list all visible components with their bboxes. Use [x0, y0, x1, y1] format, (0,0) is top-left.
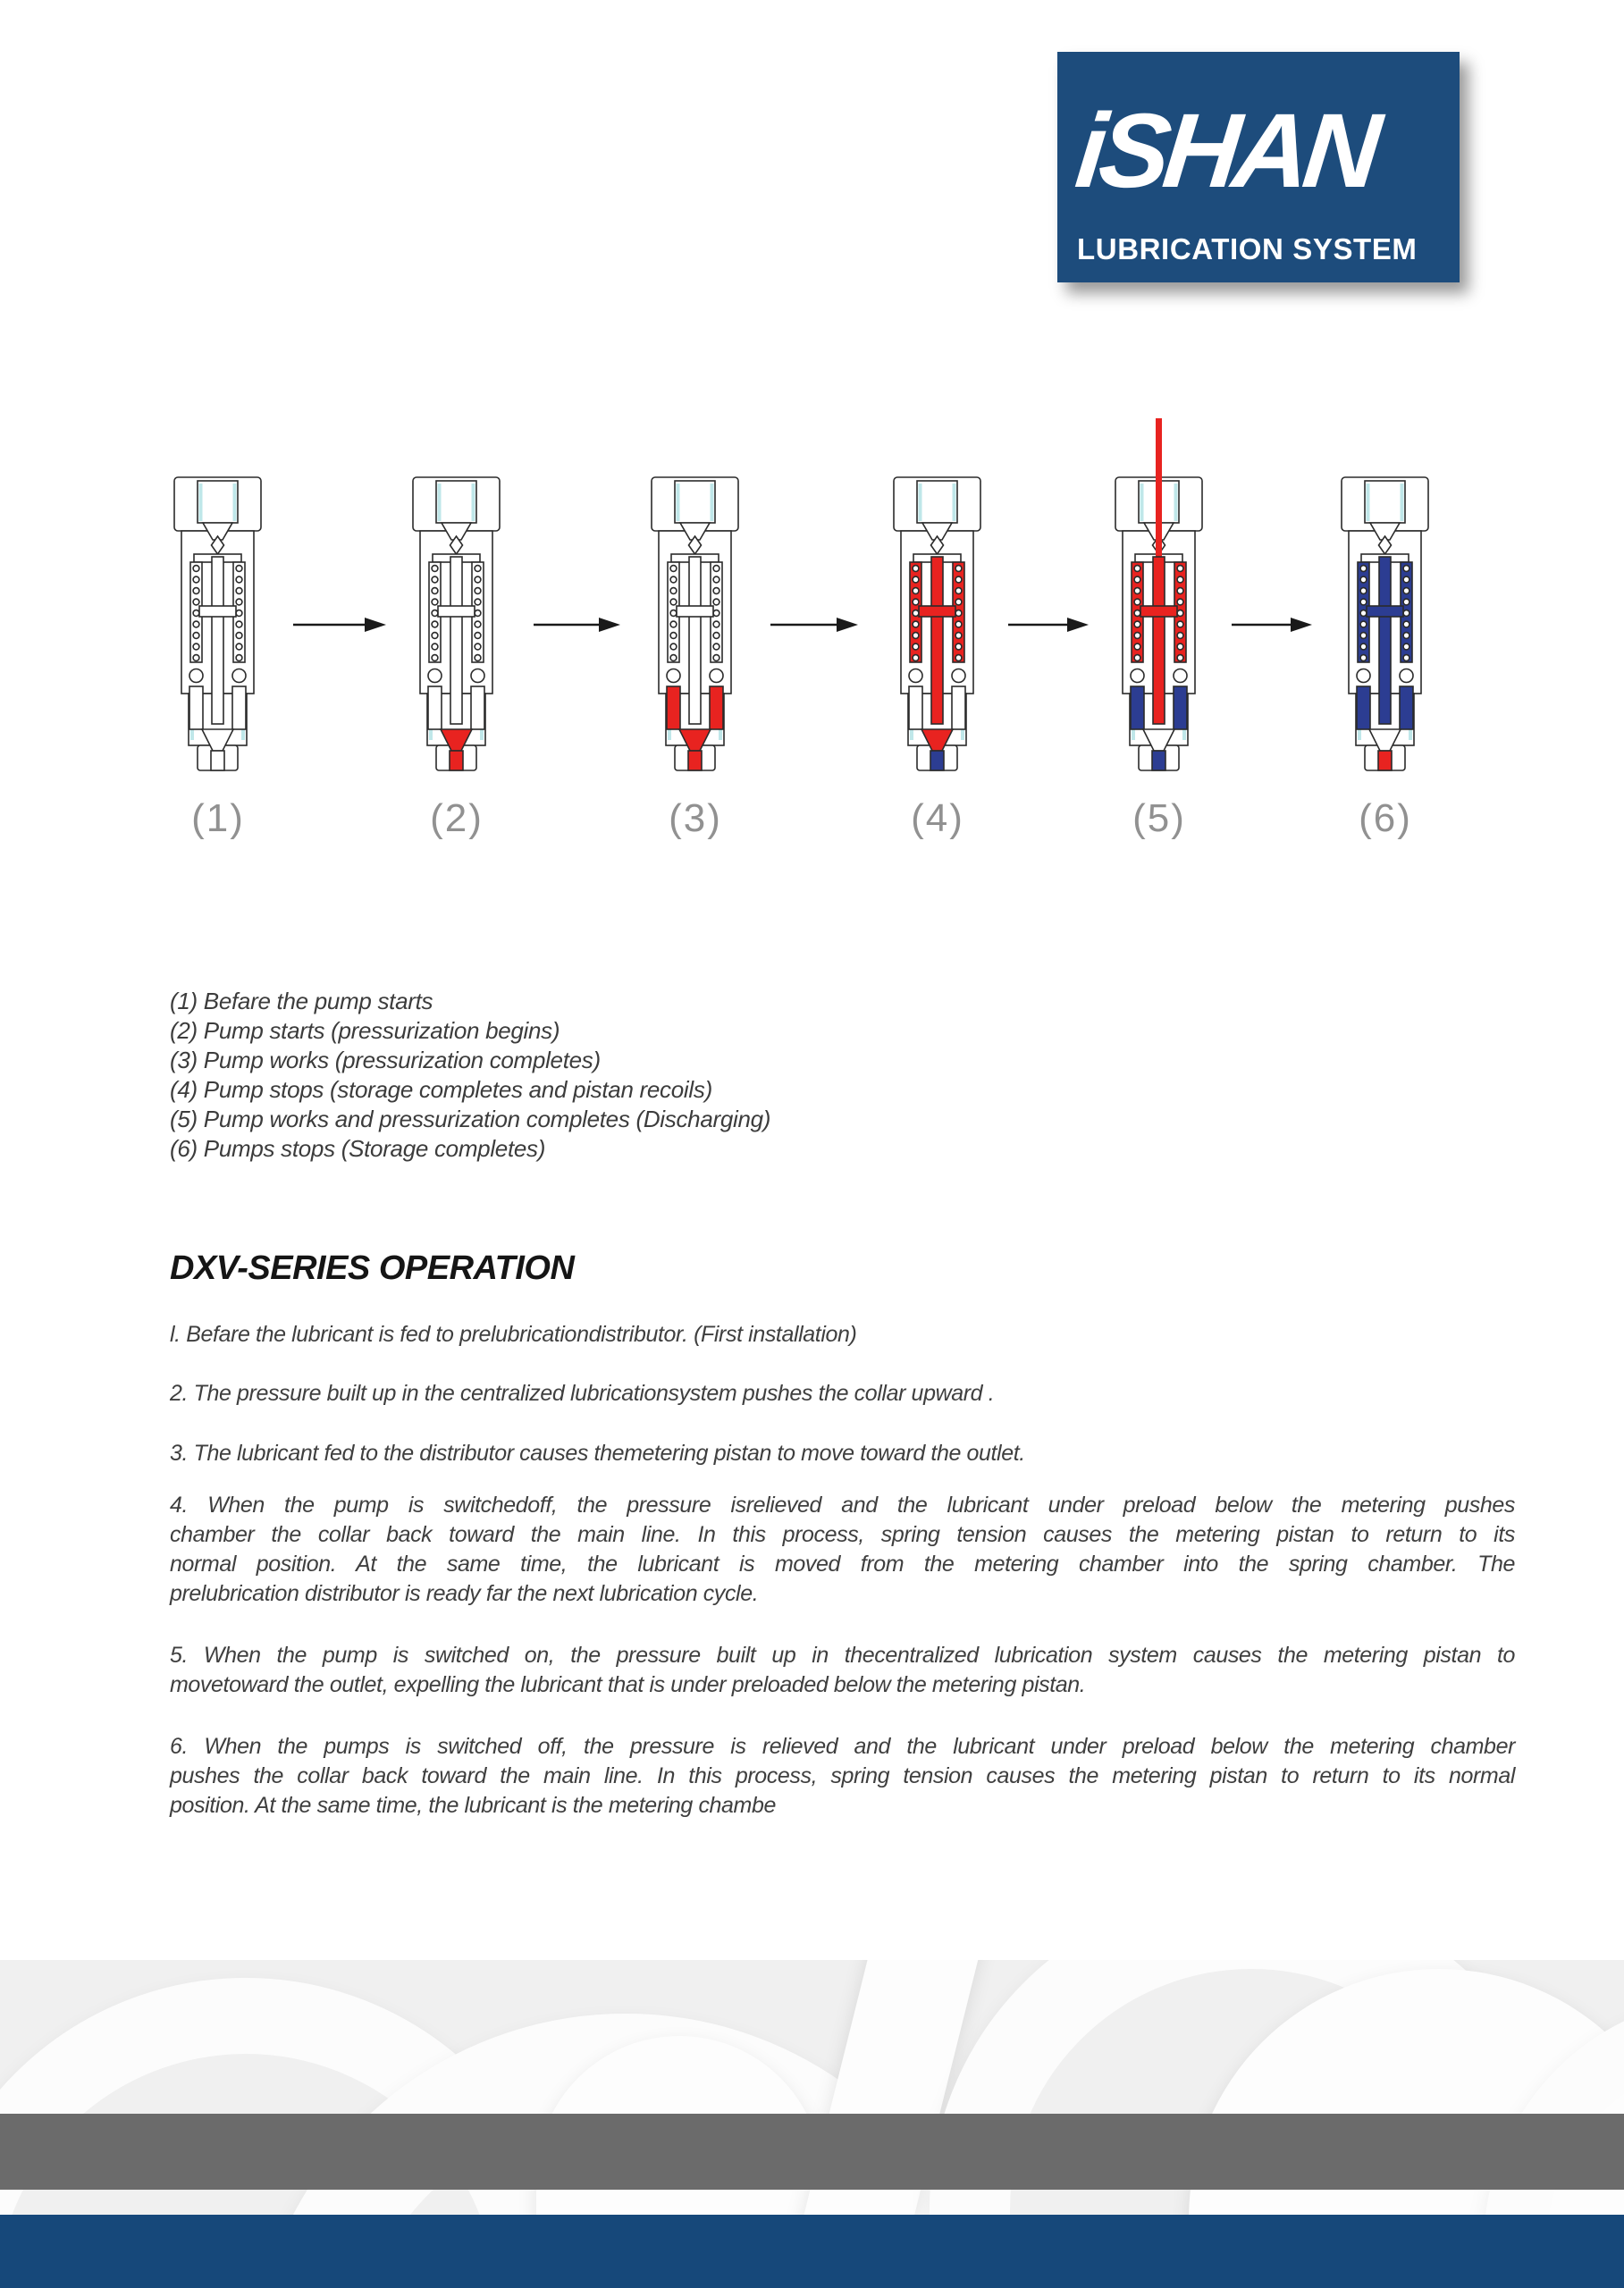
flow-arrow-5-icon [1232, 615, 1312, 635]
footer-gray-band [0, 2114, 1624, 2190]
stage-label-3: (3) [669, 796, 722, 840]
operation-paragraph-2 [170, 1379, 1515, 1409]
section-title: DXV-SERIES OPERATION [170, 1249, 575, 1287]
paragraph-4-line-4: prelubrication distributor is ready far the next lubrication cycle. [170, 1581, 759, 1606]
operation-paragraph-5 [170, 1641, 1515, 1700]
paragraph-3-line-1: 3. The lubricant fed to the distributor causes themetering pistan to move toward the outlet. [170, 1441, 1025, 1466]
company-logo [1057, 52, 1460, 282]
paragraph-1-line-1: l. Befare the lubricant is fed to prelubricationdistributor. (First installation) [170, 1322, 857, 1347]
stage-label-5: (5) [1132, 796, 1186, 840]
paragraph-6-line-3: position. At the same time, the lubricant is the metering chambe [170, 1793, 776, 1818]
operation-paragraph-4 [170, 1491, 1515, 1609]
stage-caption-3: (3) Pump works (pressurization completes) [170, 1047, 601, 1073]
footer-navy-bar [0, 2215, 1624, 2288]
stage-caption-6: (6) Pumps stops (Storage completes) [170, 1135, 546, 1162]
paragraph-4-line-1: 4. When the pump is switchedoff, the pressure isrelieved and the lubricant under preload below the metering pushes [170, 1493, 1515, 1518]
brand-wordmark: iSHAN [1071, 92, 1381, 210]
flow-arrow-2-icon [534, 615, 620, 635]
operation-paragraph-6 [170, 1732, 1515, 1821]
paragraph-6-line-2: pushes the collar back toward the main line. In this process, spring tension causes the metering pistan to return to its normal [170, 1763, 1515, 1788]
stage-label-6: (6) [1359, 796, 1412, 840]
stage-caption-5: (5) Pump works and pressurization completes (Discharging) [170, 1106, 771, 1132]
paragraph-2-line-1: 2. The pressure built up in the centralized lubricationsystem pushes the collar upward . [170, 1381, 995, 1406]
brand-tagline: LUBRICATION SYSTEM [1077, 232, 1418, 265]
stage-label-4: (4) [911, 796, 964, 840]
flow-arrow-1-icon [293, 615, 386, 635]
paragraph-4-line-3: normal position. At the same time, the lubricant is moved from the metering chamber into the spring chamber. The [170, 1552, 1515, 1577]
paragraph-5-line-1: 5. When the pump is switched on, the pressure built up in thecentralized lubrication system causes the metering pistan to [170, 1643, 1515, 1668]
stage-label-2: (2) [430, 796, 484, 840]
valve-stage-3 [647, 472, 743, 776]
paragraph-6-line-1: 6. When the pumps is switched off, the pressure is relieved and the lubricant under preload below the metering chamber [170, 1734, 1515, 1759]
valve-stage-2 [408, 472, 504, 776]
inlet-pressure-line [1156, 418, 1162, 474]
stage-caption-4: (4) Pump stops (storage completes and pistan recoils) [170, 1076, 712, 1103]
valve-stage-6 [1337, 472, 1433, 776]
valve-stage-1 [170, 472, 265, 776]
flow-arrow-3-icon [770, 615, 858, 635]
paragraph-4-line-2: chamber the collar back toward the main line. In this process, spring tension causes the metering pistan to return to its [170, 1522, 1515, 1547]
stage-caption-1: (1) Befare the pump starts [170, 988, 433, 1014]
flow-arrow-4-icon [1008, 615, 1089, 635]
operation-paragraph-3 [170, 1439, 1515, 1468]
operation-paragraph-1 [170, 1320, 1515, 1350]
stage-caption-2: (2) Pump starts (pressurization begins) [170, 1017, 560, 1044]
stage-caption-list [170, 987, 1242, 1164]
valve-stage-4 [889, 472, 985, 776]
stage-label-1: (1) [191, 796, 245, 840]
valve-stage-5 [1111, 472, 1207, 776]
paragraph-5-line-2: movetoward the outlet, expelling the lubricant that is under preloaded below the metering pistan. [170, 1672, 1086, 1697]
